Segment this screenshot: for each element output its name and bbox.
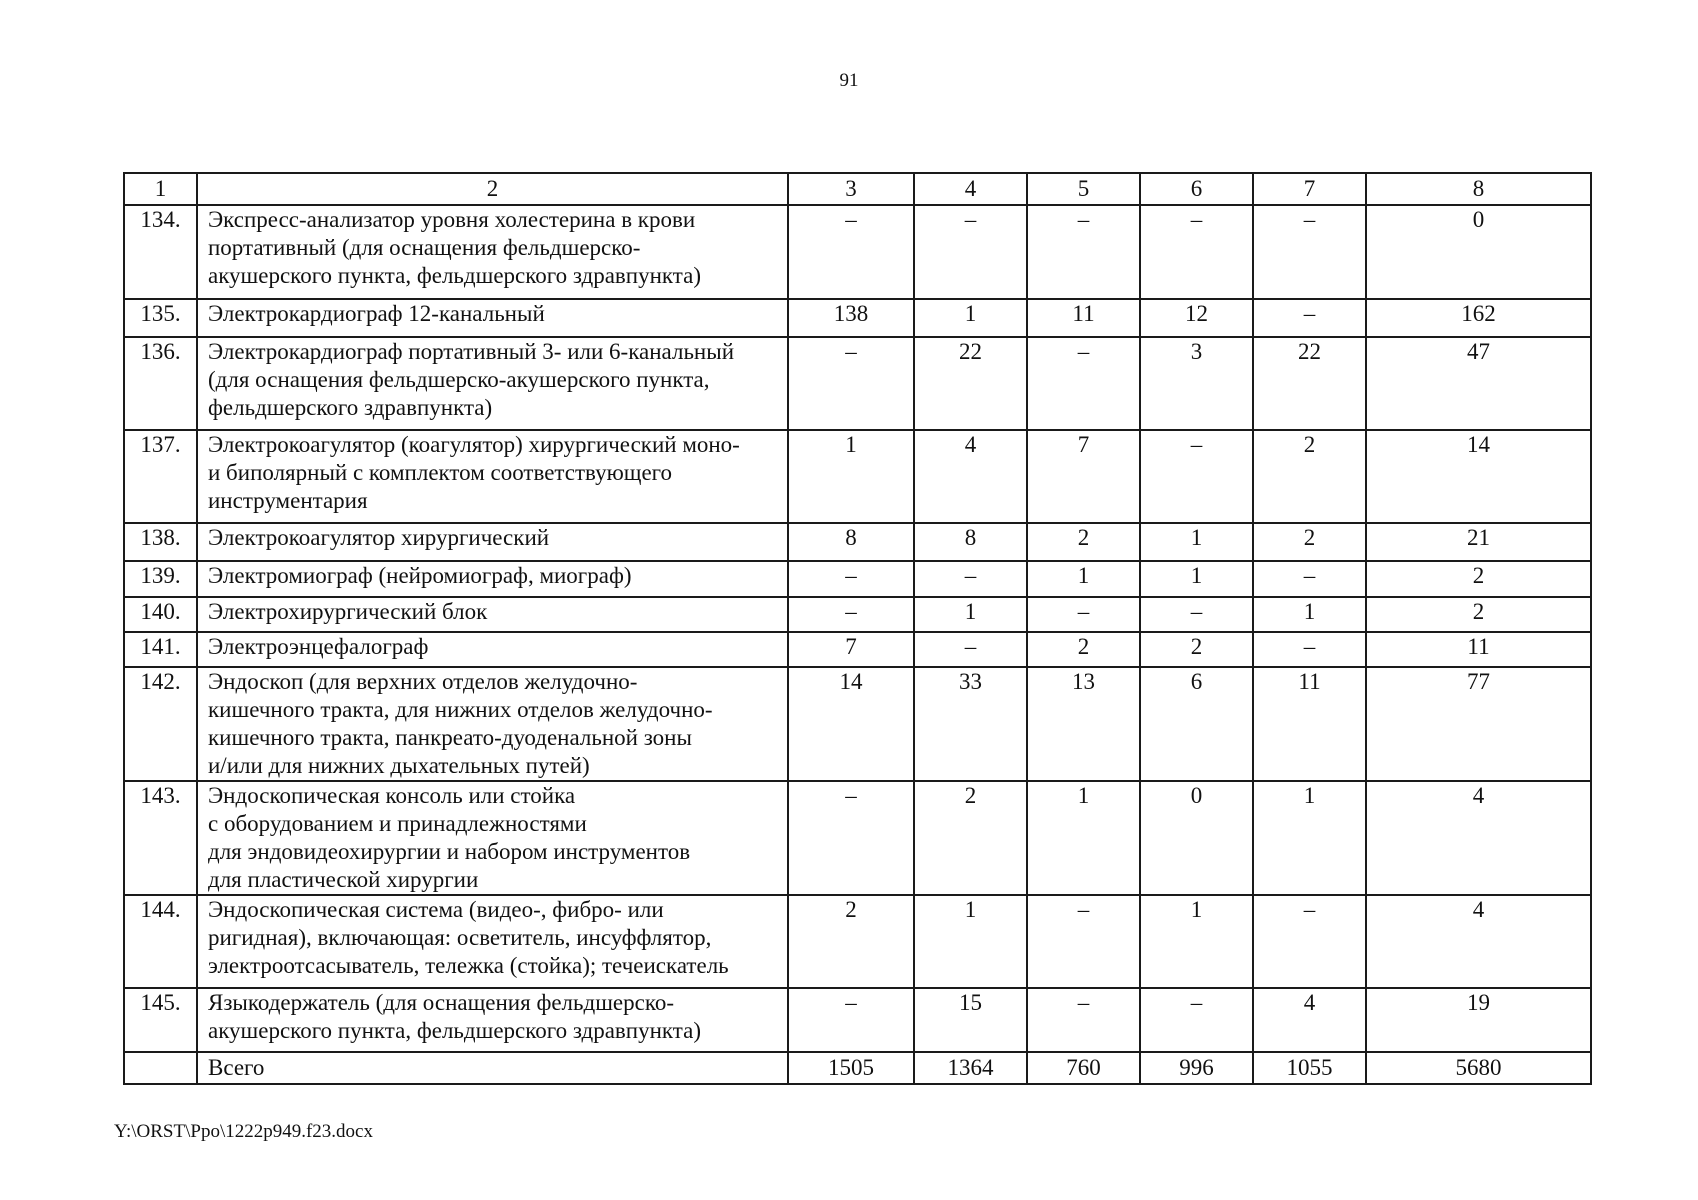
value-cell-col-3: – [788, 988, 914, 1052]
value-cell-col-6: – [1140, 988, 1253, 1052]
total-value-col-6: 996 [1140, 1052, 1253, 1084]
table-row [124, 430, 1591, 523]
value-cell-col-5: 11 [1027, 299, 1140, 337]
equipment-name-line: кишечного тракта, панкреато-дуоденальной зоны [208, 725, 692, 750]
equipment-name-cell [197, 895, 788, 988]
header-cell: 3 [788, 173, 914, 205]
value-cell-col-7: – [1253, 632, 1366, 667]
value-cell-col-4: – [914, 561, 1027, 597]
row-number-cell: 143. [124, 781, 197, 895]
value-cell-col-3: 2 [788, 895, 914, 988]
table-row [124, 988, 1591, 1052]
table-row [124, 597, 1591, 632]
row-number-cell: 137. [124, 430, 197, 523]
total-number-cell [124, 1052, 197, 1084]
row-number-cell: 136. [124, 337, 197, 430]
equipment-name-cell [197, 632, 788, 667]
equipment-name-line: с оборудованием и принадлежностями [208, 811, 587, 836]
equipment-name-line: Экспресс-анализатор уровня холестерина в крови [208, 207, 696, 232]
table-row [124, 781, 1591, 895]
equipment-name-cell [197, 299, 788, 337]
value-cell-col-4: 1 [914, 597, 1027, 632]
total-value-col-5: 760 [1027, 1052, 1140, 1084]
equipment-name-line: (для оснащения фельдшерско-акушерского пункта, [208, 367, 710, 392]
header-cell: 1 [124, 173, 197, 205]
table-row [124, 299, 1591, 337]
value-cell-col-3: 8 [788, 523, 914, 561]
equipment-name-line: Эндоскопическая консоль или стойка [208, 783, 576, 808]
value-cell-col-8: 0 [1366, 205, 1591, 299]
value-cell-col-8: 162 [1366, 299, 1591, 337]
row-number-cell: 140. [124, 597, 197, 632]
value-cell-col-3: – [788, 781, 914, 895]
value-cell-col-6: 1 [1140, 895, 1253, 988]
table-row [124, 561, 1591, 597]
value-cell-col-5: 13 [1027, 667, 1140, 781]
value-cell-col-5: – [1027, 337, 1140, 430]
equipment-name-cell [197, 523, 788, 561]
row-number-cell: 138. [124, 523, 197, 561]
value-cell-col-6: 0 [1140, 781, 1253, 895]
value-cell-col-8: 11 [1366, 632, 1591, 667]
equipment-name-line: фельдшерского здравпункта) [208, 395, 493, 420]
table-row [124, 895, 1591, 988]
value-cell-col-8: 2 [1366, 597, 1591, 632]
value-cell-col-4: 2 [914, 781, 1027, 895]
value-cell-col-4: 1 [914, 299, 1027, 337]
value-cell-col-5: – [1027, 895, 1140, 988]
equipment-name-line: Эндоскопическая система (видео-, фибро- или [208, 897, 664, 922]
value-cell-col-3: – [788, 561, 914, 597]
value-cell-col-6: 3 [1140, 337, 1253, 430]
value-cell-col-4: – [914, 205, 1027, 299]
equipment-name-line: для пластической хирургии [208, 867, 479, 892]
equipment-name-line: электроотсасыватель, тележка (стойка); течеискатель [208, 953, 729, 978]
equipment-name-line: для эндовидеохирургии и набором инструментов [208, 839, 691, 864]
equipment-name-line: Электроэнцефалограф [208, 634, 429, 659]
equipment-name-cell [197, 781, 788, 895]
equipment-name-cell [197, 205, 788, 299]
value-cell-col-3: 138 [788, 299, 914, 337]
value-cell-col-6: 1 [1140, 561, 1253, 597]
value-cell-col-5: 2 [1027, 632, 1140, 667]
table-row [124, 667, 1591, 781]
value-cell-col-4: 8 [914, 523, 1027, 561]
value-cell-col-7: 11 [1253, 667, 1366, 781]
value-cell-col-6: 2 [1140, 632, 1253, 667]
value-cell-col-4: 33 [914, 667, 1027, 781]
row-number-cell: 145. [124, 988, 197, 1052]
value-cell-col-6: 1 [1140, 523, 1253, 561]
value-cell-col-4: 1 [914, 895, 1027, 988]
value-cell-col-7: 2 [1253, 523, 1366, 561]
value-cell-col-8: 14 [1366, 430, 1591, 523]
total-value-col-8: 5680 [1366, 1052, 1591, 1084]
header-cell: 5 [1027, 173, 1140, 205]
table-row [124, 337, 1591, 430]
value-cell-col-5: 2 [1027, 523, 1140, 561]
table-header-row [124, 173, 1591, 205]
equipment-name-line: акушерского пункта, фельдшерского здравпункта) [208, 263, 701, 288]
total-value-col-7: 1055 [1253, 1052, 1366, 1084]
value-cell-col-6: – [1140, 597, 1253, 632]
value-cell-col-3: – [788, 597, 914, 632]
value-cell-col-4: 4 [914, 430, 1027, 523]
equipment-name-cell [197, 597, 788, 632]
value-cell-col-8: 4 [1366, 895, 1591, 988]
header-cell: 6 [1140, 173, 1253, 205]
equipment-name-line: инструментария [208, 488, 368, 513]
equipment-table [123, 172, 1592, 1085]
value-cell-col-7: – [1253, 205, 1366, 299]
value-cell-col-7: – [1253, 299, 1366, 337]
header-cell: 2 [197, 173, 788, 205]
table-row [124, 205, 1591, 299]
row-number-cell: 144. [124, 895, 197, 988]
equipment-name-line: и/или для нижних дыхательных путей) [208, 753, 590, 778]
equipment-name-line: Электрохирургический блок [208, 599, 488, 624]
value-cell-col-3: 1 [788, 430, 914, 523]
value-cell-col-6: 6 [1140, 667, 1253, 781]
row-number-cell: 139. [124, 561, 197, 597]
value-cell-col-7: – [1253, 561, 1366, 597]
total-value-col-4: 1364 [914, 1052, 1027, 1084]
value-cell-col-7: 2 [1253, 430, 1366, 523]
row-number-cell: 142. [124, 667, 197, 781]
value-cell-col-7: 4 [1253, 988, 1366, 1052]
equipment-name-line: портативный (для оснащения фельдшерско- [208, 235, 641, 260]
equipment-name-line: Электромиограф (нейромиограф, миограф) [208, 563, 632, 588]
value-cell-col-8: 4 [1366, 781, 1591, 895]
total-row [124, 1052, 1591, 1084]
equipment-name-cell [197, 667, 788, 781]
equipment-name-line: Эндоскоп (для верхних отделов желудочно- [208, 669, 638, 694]
file-path-footer: Y:\ORST\Ppo\1222p949.f23.docx [114, 1121, 373, 1142]
value-cell-col-8: 47 [1366, 337, 1591, 430]
value-cell-col-7: 1 [1253, 597, 1366, 632]
equipment-name-line: Языкодержатель (для оснащения фельдшерско- [208, 990, 675, 1015]
value-cell-col-7: 22 [1253, 337, 1366, 430]
equipment-name-line: Электрокардиограф 12-канальный [208, 301, 545, 326]
page-number: 91 [839, 70, 859, 91]
equipment-name-cell [197, 561, 788, 597]
row-number-cell: 134. [124, 205, 197, 299]
equipment-name-line: акушерского пункта, фельдшерского здравпункта) [208, 1018, 701, 1043]
value-cell-col-8: 77 [1366, 667, 1591, 781]
value-cell-col-4: 15 [914, 988, 1027, 1052]
equipment-name-cell [197, 337, 788, 430]
value-cell-col-5: – [1027, 988, 1140, 1052]
equipment-name-line: Электрокоагулятор (коагулятор) хирургический моно- [208, 432, 740, 457]
total-label: Всего [197, 1052, 788, 1084]
value-cell-col-6: 12 [1140, 299, 1253, 337]
equipment-name-cell [197, 430, 788, 523]
value-cell-col-4: – [914, 632, 1027, 667]
equipment-name-line: и биполярный с комплектом соответствующего [208, 460, 673, 485]
value-cell-col-6: – [1140, 430, 1253, 523]
table-row [124, 523, 1591, 561]
header-cell: 7 [1253, 173, 1366, 205]
header-cell: 4 [914, 173, 1027, 205]
value-cell-col-4: 22 [914, 337, 1027, 430]
value-cell-col-8: 2 [1366, 561, 1591, 597]
value-cell-col-7: 1 [1253, 781, 1366, 895]
value-cell-col-3: – [788, 337, 914, 430]
equipment-name-line: кишечного тракта, для нижних отделов желудочно- [208, 697, 713, 722]
row-number-cell: 135. [124, 299, 197, 337]
table-row [124, 632, 1591, 667]
value-cell-col-3: 14 [788, 667, 914, 781]
equipment-name-line: Электрокоагулятор хирургический [208, 525, 550, 550]
value-cell-col-5: – [1027, 205, 1140, 299]
value-cell-col-6: – [1140, 205, 1253, 299]
value-cell-col-3: 7 [788, 632, 914, 667]
value-cell-col-8: 21 [1366, 523, 1591, 561]
value-cell-col-7: – [1253, 895, 1366, 988]
value-cell-col-5: 1 [1027, 561, 1140, 597]
equipment-name-line: Электрокардиограф портативный 3- или 6-канальный [208, 339, 735, 364]
value-cell-col-5: – [1027, 597, 1140, 632]
value-cell-col-3: – [788, 205, 914, 299]
value-cell-col-8: 19 [1366, 988, 1591, 1052]
header-cell: 8 [1366, 173, 1591, 205]
equipment-name-line: ригидная), включающая: осветитель, инсуффлятор, [208, 925, 712, 950]
total-value-col-3: 1505 [788, 1052, 914, 1084]
value-cell-col-5: 7 [1027, 430, 1140, 523]
value-cell-col-5: 1 [1027, 781, 1140, 895]
equipment-name-cell [197, 988, 788, 1052]
row-number-cell: 141. [124, 632, 197, 667]
